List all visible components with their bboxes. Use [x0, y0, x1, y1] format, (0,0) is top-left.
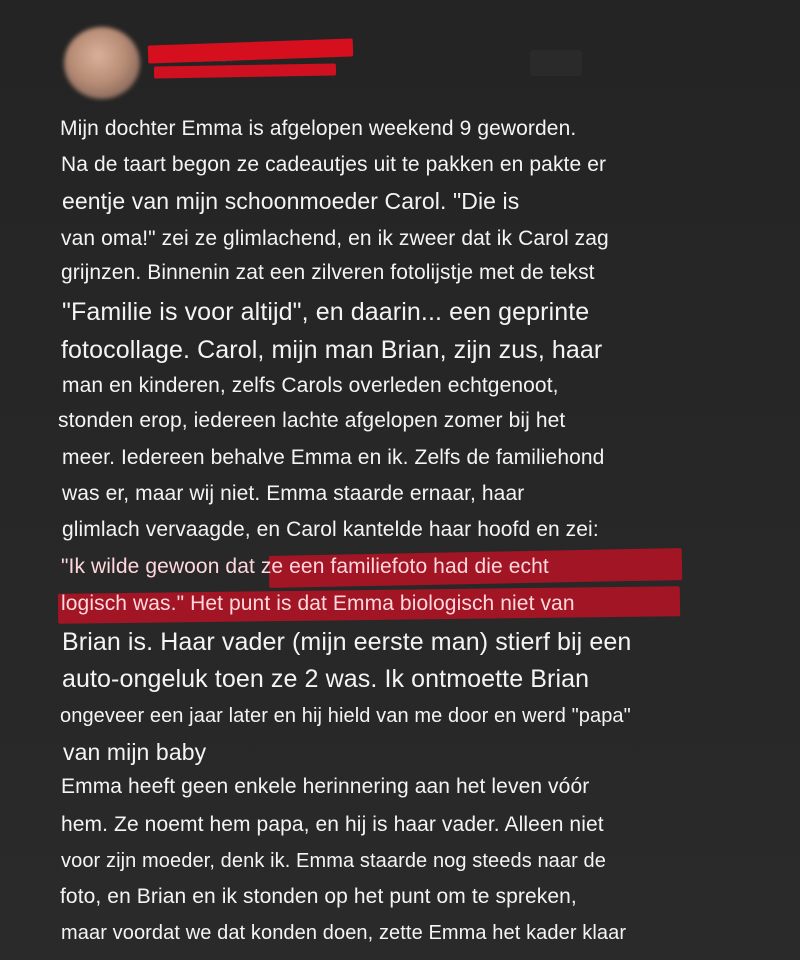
post-line: was er, maar wij niet. Emma staarde ernaar, haar	[62, 482, 525, 505]
post-line: maar voordat we dat konden doen, zette Emma het kader klaar	[61, 922, 627, 944]
post-line: Mijn dochter Emma is afgelopen weekend 9 geworden.	[60, 117, 577, 140]
post-line: ongeveer een jaar later en hij hield van me door en werd "papa"	[60, 705, 631, 727]
post-line: eentje van mijn schoonmoeder Carol. "Die is	[62, 188, 520, 214]
post-line: foto, en Brian en ik stonden op het punt om te spreken,	[60, 885, 577, 908]
post-line: man en kinderen, zelfs Carols overleden echtgenoot,	[62, 374, 559, 397]
post-line: auto-ongeluk toen ze 2 was. Ik ontmoette Brian	[62, 665, 590, 693]
post-line: hem. Ze noemt hem papa, en hij is haar vader. Alleen niet	[61, 813, 604, 836]
post-line: glimlach vervaagde, en Carol kantelde haar hoofd en zei:	[62, 518, 599, 541]
post-line: meer. Iedereen behalve Emma en ik. Zelfs de familiehond	[62, 446, 605, 469]
post-line: stonden erop, iedereen lachte afgelopen zomer bij het	[58, 409, 566, 432]
post-line: voor zijn moeder, denk ik. Emma staarde nog steeds naar de	[61, 850, 606, 872]
post-line: "Familie is voor altijd", en daarin... een geprinte	[62, 298, 590, 326]
post-line: Emma heeft geen enkele herinnering aan het leven vóór	[61, 775, 590, 798]
post-line: Brian is. Haar vader (mijn eerste man) stierf bij een	[62, 628, 632, 656]
post-line: fotocollage. Carol, mijn man Brian, zijn zus, haar	[61, 336, 603, 364]
post-line: van oma!" zei ze glimlachend, en ik zweer dat ik Carol zag	[61, 227, 609, 250]
post-line: van mijn baby	[63, 739, 207, 765]
post-line: grijnzen. Binnenin zat een zilveren fotolijstje met de tekst	[61, 261, 595, 284]
post-line: logisch was." Het punt is dat Emma biologisch niet van	[61, 592, 575, 615]
post-line: Na de taart begon ze cadeautjes uit te pakken en pakte er	[61, 153, 607, 176]
post-line: "Ik wilde gewoon dat ze een familiefoto had die echt	[61, 555, 549, 578]
